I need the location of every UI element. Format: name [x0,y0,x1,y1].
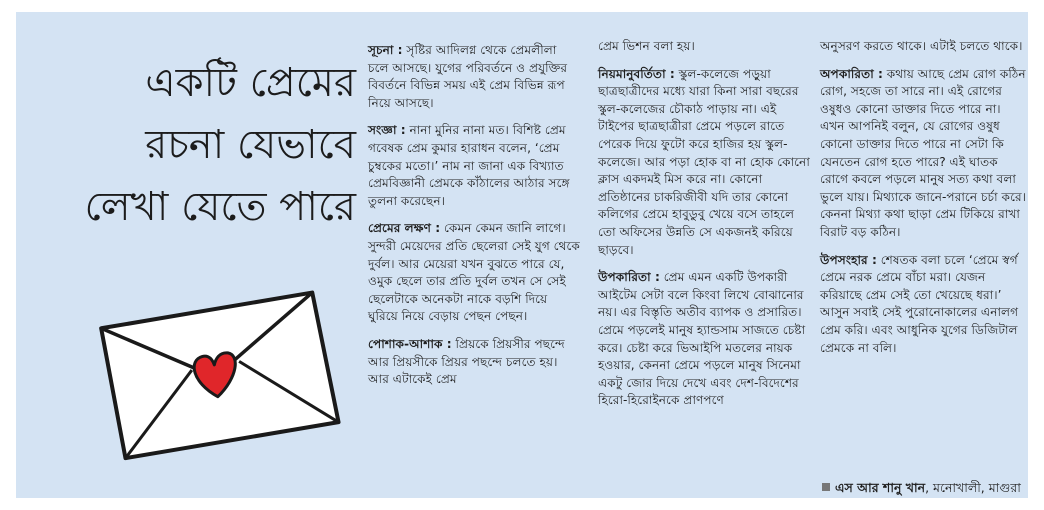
section-lokkhon: প্রেমের লক্ষণ : কেমন কেমন জানি লাগে। সুন্দরী মেয়েদের প্রতি ছেলেরা সেই যুগ থেকে দুর্বল। আর মেয়েরা যখন বুঝতে পারে যে, ওমুক ছেলে তার প্রতি দুর্বল তখন সে সেই ছেলেটাকে অনেকটা নাকে বড়শি দিয়ে ঘুরিয়ে নিয়ে বেড়ায় পেছন পেছন। [368,221,580,324]
section-opokarita: অপকারিতা : কথায় আছে প্রেম রোগ কঠিন রোগ, সহজে তা সারে না। এই রোগের ওষুধও কোনো ডাক্তার দিতে পারে না। এখন আপনিই বলুন, যে রোগের ওষুধ কোনো ডাক্তার দিতে পারে না সেটা কি যেনতেন রোগ হতে পারে? এই ঘাতক রোগে কবলে পড়লে মানুষ সত্য কথা বলা ভুলে যায়। মিথ্যাকে জানে-পরানে চর্চা করে। কেননা মিথ্যা কথা ছাড়া প্রেম টিকিয়ে রাখা বিরাট বড় কঠিন। [820,66,1027,239]
column-2 [598,38,810,420]
byline [822,480,1032,500]
section-uposonghar: উপসংহার : শেষতক বলা চলে ‘প্রেমে স্বর্গ প্রেমে নরক প্রেমে বাঁচা মরা। যেজন করিয়াছে প্রেম সেই তো খেয়েছে ধরা।’ আসুন সবাই সেই পুরোনোকালের এনালগ প্রেম করি। এবং আধুনিক যুগের ডিজিটাল প্রেমকে না বলি। [820,252,1019,355]
section-poshak: পোশাক-আশাক : প্রিয়কে প্রিয়সীর পছন্দে আর প্রিয়সীকে প্রিয়র পছন্দে চলতে হয়। আর এটাকেই প্রেম [368,336,565,387]
envelope-heart-icon [86,274,356,464]
column-3 [820,38,1028,367]
section-niyom: নিয়মানুবর্তিতা : স্কুল-কলেজে পড়ুয়া ছাত্রছাত্রীদের মধ্যে যারা কিনা সারা বছরের স্কুল-কলেজের চৌকাঠ পাড়ায় না। এই টাইপের ছাত্রছাত্রীরা প্রেমে পড়লে রাতে পেরেক দিয়ে ফুটো করে হাজির হয় স্কুল-কলেজে। আর পড়া হোক বা না হোক কোনো ক্লাস একদমই মিস করে না। কোনো প্রতিষ্ঠানের চাকরিজীবী যদি তার কোনো কলিগের প্রেমে হাবুডুবু খেয়ে বসে তাহলে তো অফিসের উন্নতি সে একজনই করিয়ে ছাড়বে। [598,66,810,257]
author-place: , মনোখালী, মাগুরা [925,480,1021,495]
author-name: এস আর শানু খান [835,480,926,495]
headline-line-2: রচনা যেভাবে [145,122,356,168]
section-upokarita: উপকারিতা : প্রেম এমন একটি উপকারী আইটেম সেটা বলে কিংবা লিখে বোঝানোর নয়। এর বিস্তৃতি অতীব ব্যাপক ও প্রসারিত। প্রেমে পড়লেই মানুষ হ্যান্ডসাম সাজতে চেষ্টা করে। চেষ্টা করে ভিআইপি মতলের নায়ক হওয়ার, কেননা প্রেমে পড়লে মানুষ সিনেমা একটু জোর দিয়ে দেখে এবং দেশ-বিদেশের হিরো-হিরোইনকে প্রাণপণে [598,270,806,408]
section-upokarita-cont: অনুসরণ করতে থাকে। এটাই চলতে থাকে। [820,39,1023,53]
byline-square-icon [822,483,830,491]
section-poshak-cont: প্রেম ভিশন বলা হয়। [598,39,695,53]
column-1 [368,42,580,399]
section-songga: সংজ্ঞা : নানা মুনির নানা মত। বিশিষ্ট প্রেম গবেষক প্রেম কুমার হারাধন বলেন, ‘প্রেম চুম্বকের মতো।’ নাম না জানা এক বিখ্যাত প্রেমবিজ্ঞানী প্রেমকে কাঁঠালের আঠার সঙ্গে তুলনা করেছেন। [368,123,570,208]
section-suchona: সূচনা : সৃষ্টির আদিলগ্ন থেকে প্রেমলীলা চলে আসছে। যুগের পরিবর্তনে ও প্রযুক্তির বিবর্তনে বিভিন্ন সময় এই প্রেম বিভিন্ন রূপ নিয়ে আসছে। [368,43,568,110]
headline-line-3: লেখা যেতে পারে [84,184,356,230]
article-panel [16,12,1028,498]
headline [46,52,356,238]
headline-line-1: একটি প্রেমের [145,60,356,106]
